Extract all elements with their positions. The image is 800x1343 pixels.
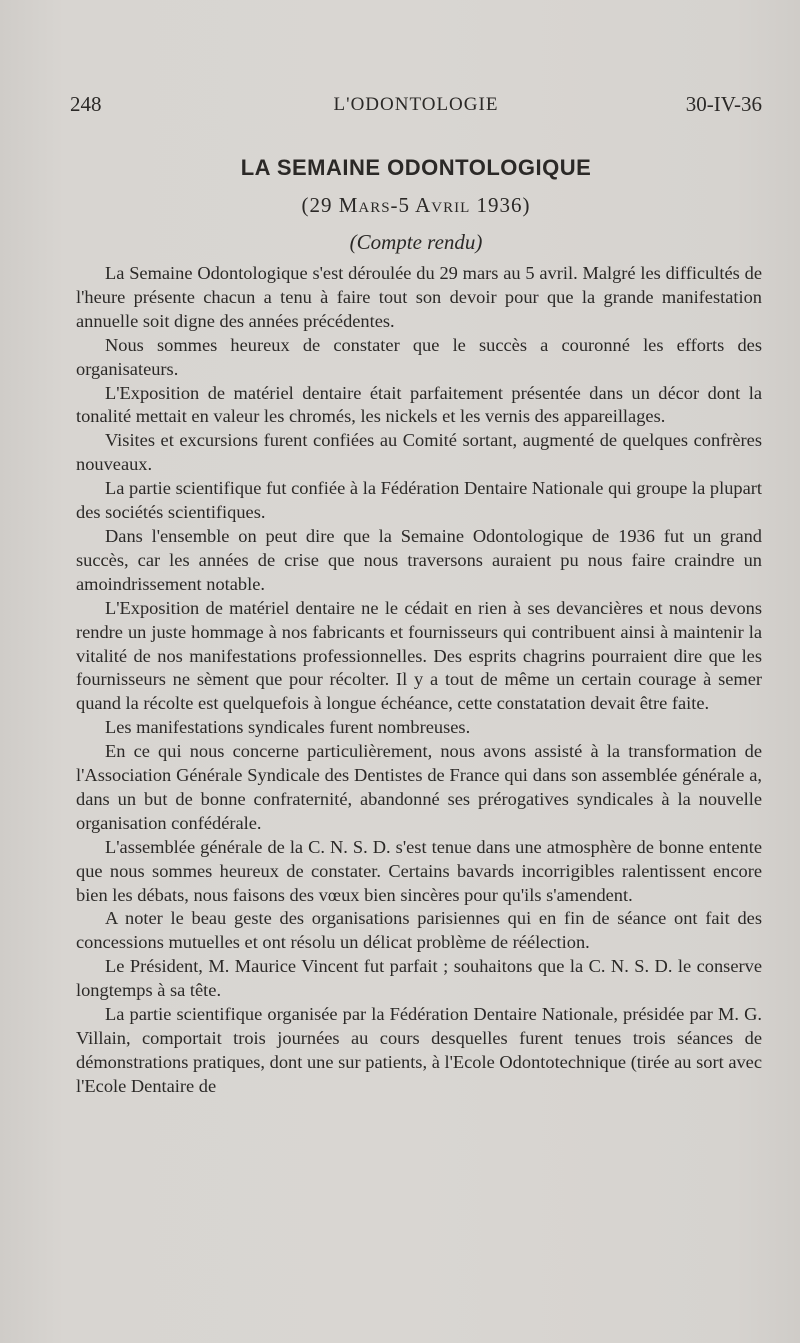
paragraph: L'Exposition de matériel dentaire était parfaitement présentée dans un décor dont la tonalité mettait en valeur les chromés, les nickels et les vernis des appareillages. [76,382,762,427]
paragraph: La partie scientifique fut confiée à la Fédération Dentaire Nationale qui groupe la plupart des sociétés scientifiques. [76,478,762,523]
article-subtitle: (29 Mars-5 Avril 1936) [301,193,531,217]
paragraph: En ce qui nous concerne particulièrement, nous avons assisté à la transformation de l'Association Générale Syndicale des Dentistes de France qui dans son assemblée générale a, dans un but de bonne confraternité, abandonné ses prérogatives syndicales à la nouvelle organisation confédérale. [76,741,762,833]
article-body [76,262,762,1099]
paragraph: Le Président, M. Maurice Vincent fut parfait ; souhaitons que la C. N. S. D. le conserve longtemps à sa tête. [76,956,762,1001]
paragraph: Dans l'ensemble on peut dire que la Semaine Odontologique de 1936 fut un grand succès, car les années de crise que nous traversons auraient pu nous faire craindre un amoindrissement notable. [76,525,762,594]
article-note: (Compte rendu) [349,230,483,254]
paragraph: L'Exposition de matériel dentaire ne le cédait en rien à ses devancières et nous devons rendre un juste hommage à nos fabricants et fournisseurs qui contribuent ainsi à maintenir la vitalité de nos manifestations professionnelles. Des esprits chagrins pourraient dire que les fournisseurs ne sèment que pour récolter. Il y a tout de même un certain courage à semer quand la récolte est quelquefois à longue échéance, cette constatation devait être faite. [76,597,762,714]
journal-title: L'ODONTOLOGIE [333,94,499,115]
article-title: LA SEMAINE ODONTOLOGIQUE [240,155,592,180]
paragraph: La partie scientifique organisée par la Fédération Dentaire Nationale, présidée par M. G. Villain, comportait trois journées au cours desquelles furent tenues trois séances de démonstrations pratiques, dont une sur patients, à l'Ecole Odontotechnique (tirée au sort avec l'Ecole Dentaire de [76,1004,762,1096]
paragraph: Les manifestations syndicales furent nombreuses. [105,717,471,738]
running-header [70,92,762,122]
paragraph: Nous sommes heureux de constater que le succès a couronné les efforts des organisateurs. [76,334,762,379]
paragraph: L'assemblée générale de la C. N. S. D. s'est tenue dans une atmosphère de bonne entente que nous sommes heureux de constater. Certains bavards incorrigibles ralentissent encore bien les débats, nous faisons des vœux bien sincères pour qu'ils s'amendent. [76,836,762,905]
issue-date: 30-IV-36 [685,92,762,116]
paragraph: La Semaine Odontologique s'est déroulée du 29 mars au 5 avril. Malgré les difficultés de l'heure présente chacun a tenu à faire tout son devoir pour que la grande manifestation annuelle soit digne des années précédentes. [76,263,762,331]
paragraph: Visites et excursions furent confiées au Comité sortant, augmenté de quelques confrères nouveaux. [76,430,762,475]
paragraph: A noter le beau geste des organisations parisiennes qui en fin de séance ont fait des concessions mutuelles et ont résolu un délicat problème de réélection. [76,908,762,953]
page-number: 248 [70,92,102,116]
